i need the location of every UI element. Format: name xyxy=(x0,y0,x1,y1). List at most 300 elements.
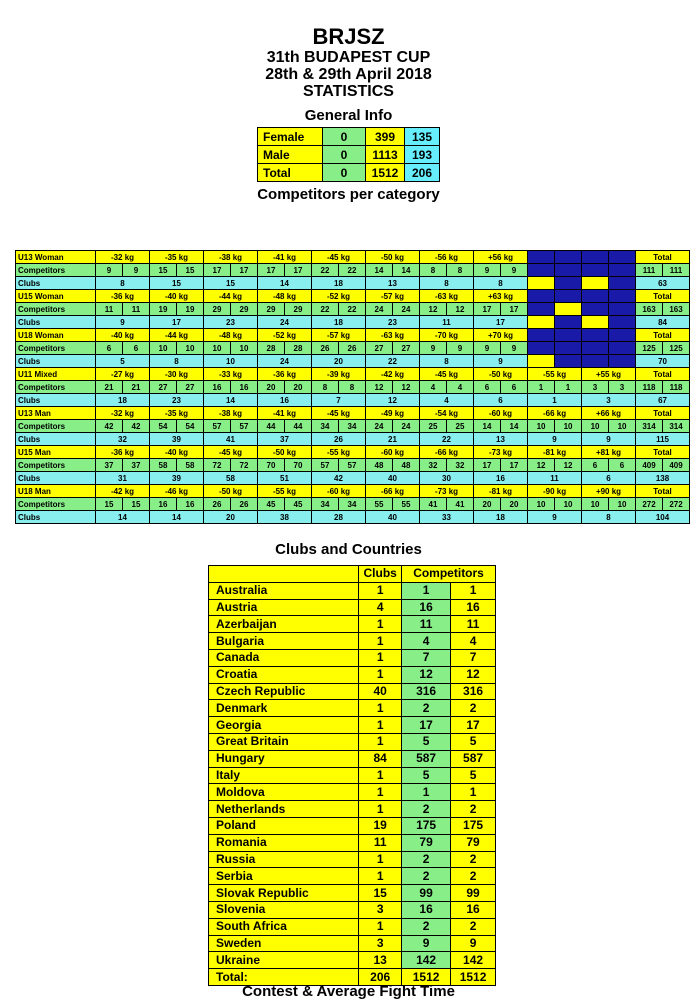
club-count: 8 xyxy=(420,277,474,290)
competitor-count: 34 xyxy=(339,498,366,511)
total-count: 111 xyxy=(636,264,663,277)
competitors-per-category-heading: Competitors per category xyxy=(257,186,440,203)
country-row xyxy=(209,616,496,633)
row-label: Clubs xyxy=(16,316,96,329)
club-count: 31 xyxy=(96,472,150,485)
club-count: 14 xyxy=(258,277,312,290)
weight-class: -35 kg xyxy=(150,251,204,264)
competitor-count: 20 xyxy=(285,381,312,394)
country-competitors: 2 xyxy=(402,801,451,818)
weight-class: -40 kg xyxy=(150,446,204,459)
country-competitors-total: 12 xyxy=(451,666,496,683)
competitor-count: 24 xyxy=(393,420,420,433)
filler-cell xyxy=(555,290,582,303)
competitor-count: 45 xyxy=(258,498,285,511)
competitor-count: 22 xyxy=(339,303,366,316)
competitor-count: 28 xyxy=(258,342,285,355)
weight-class: -60 kg xyxy=(474,407,528,420)
club-count: 26 xyxy=(312,433,366,446)
competitor-count: 37 xyxy=(96,459,123,472)
country-clubs: 84 xyxy=(359,750,402,767)
country-name: Netherlands xyxy=(209,801,359,818)
contest-fight-time-heading: Contest & Average Fight Time xyxy=(242,983,455,1000)
competitor-count: 14 xyxy=(474,420,501,433)
competitor-count: 1 xyxy=(528,381,555,394)
country-competitors: 7 xyxy=(402,649,451,666)
country-competitors: 4 xyxy=(402,633,451,650)
competitor-count: 25 xyxy=(447,420,474,433)
total-count: 314 xyxy=(663,420,690,433)
filler-cell xyxy=(555,316,582,329)
country-competitors-total: 1 xyxy=(451,582,496,599)
country-clubs: 1 xyxy=(359,666,402,683)
filler-cell xyxy=(528,264,555,277)
competitor-count: 48 xyxy=(393,459,420,472)
club-count: 3 xyxy=(582,394,636,407)
weight-class: -45 kg xyxy=(312,251,366,264)
club-count: 1 xyxy=(528,394,582,407)
general-info-table xyxy=(257,127,440,182)
competitor-count: 16 xyxy=(177,498,204,511)
weight-class: -48 kg xyxy=(204,329,258,342)
club-count: 39 xyxy=(150,472,204,485)
country-row xyxy=(209,733,496,750)
club-count: 15 xyxy=(204,277,258,290)
weight-class: +56 kg xyxy=(474,251,528,264)
competitor-count: 41 xyxy=(420,498,447,511)
club-count: 39 xyxy=(150,433,204,446)
filler-cell xyxy=(528,290,555,303)
weight-class: -60 kg xyxy=(312,485,366,498)
row-label: Competitors xyxy=(16,459,96,472)
weight-class: -66 kg xyxy=(366,485,420,498)
weight-class: -45 kg xyxy=(312,407,366,420)
club-count: 30 xyxy=(420,472,474,485)
weight-class: -32 kg xyxy=(96,251,150,264)
competitors-row xyxy=(16,381,690,394)
weight-class: -38 kg xyxy=(204,407,258,420)
competitor-count: 9 xyxy=(501,264,528,277)
filler-cell xyxy=(609,303,636,316)
club-count: 16 xyxy=(474,472,528,485)
filler-cell xyxy=(528,251,555,264)
competitors-row xyxy=(16,498,690,511)
club-count: 41 xyxy=(204,433,258,446)
total-clubs: 138 xyxy=(636,472,690,485)
competitors-row xyxy=(16,459,690,472)
weight-class: -36 kg xyxy=(96,446,150,459)
competitor-count: 16 xyxy=(204,381,231,394)
total-clubs: 206 xyxy=(359,969,402,986)
weight-class: +55 kg xyxy=(582,368,636,381)
competitor-count: 27 xyxy=(150,381,177,394)
country-clubs: 1 xyxy=(359,700,402,717)
competitor-count: 6 xyxy=(96,342,123,355)
weight-class: -50 kg xyxy=(204,485,258,498)
weight-class: -57 kg xyxy=(366,290,420,303)
total-count: 409 xyxy=(663,459,690,472)
competitor-count: 3 xyxy=(609,381,636,394)
category-header-row xyxy=(16,485,690,498)
weight-class: -39 kg xyxy=(312,368,366,381)
competitor-count: 37 xyxy=(123,459,150,472)
club-count: 14 xyxy=(204,394,258,407)
filler-cell xyxy=(609,277,636,290)
competitor-count: 17 xyxy=(501,459,528,472)
club-count: 24 xyxy=(258,316,312,329)
weight-class: -52 kg xyxy=(312,290,366,303)
country-competitors: 99 xyxy=(402,885,451,902)
country-row xyxy=(209,767,496,784)
country-competitors-total: 587 xyxy=(451,750,496,767)
competitor-count: 26 xyxy=(312,342,339,355)
country-competitors-total: 2 xyxy=(451,851,496,868)
competitors-row xyxy=(16,342,690,355)
competitor-count: 11 xyxy=(96,303,123,316)
competitor-count: 58 xyxy=(150,459,177,472)
competitor-count: 34 xyxy=(312,420,339,433)
country-competitors: 142 xyxy=(402,952,451,969)
club-count: 13 xyxy=(366,277,420,290)
competitor-count: 19 xyxy=(150,303,177,316)
competitor-count: 4 xyxy=(420,381,447,394)
weight-class: +70 kg xyxy=(474,329,528,342)
weight-class: -41 kg xyxy=(258,407,312,420)
competitor-count: 12 xyxy=(393,381,420,394)
country-competitors: 5 xyxy=(402,733,451,750)
filler-cell xyxy=(582,251,609,264)
country-name: Slovenia xyxy=(209,901,359,918)
clubs-row xyxy=(16,316,690,329)
country-name: Denmark xyxy=(209,700,359,717)
competitor-count: 10 xyxy=(177,342,204,355)
competitor-count: 10 xyxy=(528,420,555,433)
club-count: 32 xyxy=(96,433,150,446)
clubs-row xyxy=(16,472,690,485)
weight-class: -66 kg xyxy=(528,407,582,420)
competitor-count: 12 xyxy=(528,459,555,472)
country-competitors-total: 11 xyxy=(451,616,496,633)
competitor-count: 54 xyxy=(177,420,204,433)
club-count: 24 xyxy=(258,355,312,368)
clubs-row xyxy=(16,433,690,446)
country-competitors: 2 xyxy=(402,868,451,885)
country-competitors: 11 xyxy=(402,616,451,633)
general-value: 206 xyxy=(405,164,440,182)
weight-class: -40 kg xyxy=(150,290,204,303)
general-info-heading: General Info xyxy=(304,107,393,124)
general-value: 1113 xyxy=(366,146,405,164)
competitors-column-header: Competitors xyxy=(402,566,496,583)
competitor-count: 72 xyxy=(204,459,231,472)
total-count: 125 xyxy=(663,342,690,355)
total-count: 163 xyxy=(663,303,690,316)
country-competitors-total: 17 xyxy=(451,717,496,734)
competitor-count: 29 xyxy=(231,303,258,316)
filler-cell xyxy=(582,355,609,368)
total-competitors: 1512 xyxy=(451,969,496,986)
club-count: 40 xyxy=(366,511,420,524)
filler-cell xyxy=(555,251,582,264)
club-count: 9 xyxy=(582,433,636,446)
country-competitors: 79 xyxy=(402,834,451,851)
weight-class: -73 kg xyxy=(474,446,528,459)
total-clubs: 104 xyxy=(636,511,690,524)
weight-class: -66 kg xyxy=(420,446,474,459)
weight-class: -38 kg xyxy=(204,251,258,264)
country-clubs: 1 xyxy=(359,582,402,599)
total-count: 163 xyxy=(636,303,663,316)
weight-class: -54 kg xyxy=(420,407,474,420)
general-row xyxy=(258,146,440,164)
competitor-count: 45 xyxy=(285,498,312,511)
weight-class: -35 kg xyxy=(150,407,204,420)
competitor-count: 12 xyxy=(366,381,393,394)
competitor-count: 10 xyxy=(609,498,636,511)
row-label: Competitors xyxy=(16,342,96,355)
club-count: 17 xyxy=(150,316,204,329)
competitor-count: 3 xyxy=(582,381,609,394)
competitors-row xyxy=(16,264,690,277)
total-count: 272 xyxy=(663,498,690,511)
country-row xyxy=(209,666,496,683)
competitor-count: 55 xyxy=(366,498,393,511)
competitor-count: 10 xyxy=(582,498,609,511)
country-clubs: 1 xyxy=(359,851,402,868)
total-count: 118 xyxy=(663,381,690,394)
competitor-count: 20 xyxy=(258,381,285,394)
filler-cell xyxy=(555,329,582,342)
total-label: Total xyxy=(636,368,690,381)
competitor-count: 42 xyxy=(123,420,150,433)
club-count: 42 xyxy=(312,472,366,485)
country-competitors-total: 2 xyxy=(451,918,496,935)
competitor-count: 55 xyxy=(393,498,420,511)
competitor-count: 15 xyxy=(123,498,150,511)
competitor-count: 28 xyxy=(285,342,312,355)
category-name: U15 Man xyxy=(16,446,96,459)
country-row xyxy=(209,952,496,969)
total-label: Total xyxy=(636,485,690,498)
total-label: Total xyxy=(636,251,690,264)
country-competitors: 2 xyxy=(402,851,451,868)
competitor-count: 9 xyxy=(501,342,528,355)
country-name: Russia xyxy=(209,851,359,868)
row-label: Competitors xyxy=(16,420,96,433)
total-count: 118 xyxy=(636,381,663,394)
country-competitors-total: 1 xyxy=(451,784,496,801)
competitor-count: 6 xyxy=(609,459,636,472)
clubs-total-row xyxy=(209,969,496,986)
country-row xyxy=(209,633,496,650)
filler-cell xyxy=(609,264,636,277)
competitor-count: 19 xyxy=(177,303,204,316)
country-competitors: 316 xyxy=(402,683,451,700)
competitor-count: 11 xyxy=(123,303,150,316)
club-count: 7 xyxy=(312,394,366,407)
country-clubs: 3 xyxy=(359,935,402,952)
filler-cell xyxy=(555,355,582,368)
total-label: Total xyxy=(636,407,690,420)
general-value: 0 xyxy=(323,146,366,164)
total-competitors: 1512 xyxy=(402,969,451,986)
weight-class: -70 kg xyxy=(420,329,474,342)
competitor-count: 8 xyxy=(312,381,339,394)
club-count: 11 xyxy=(528,472,582,485)
country-clubs: 1 xyxy=(359,616,402,633)
club-count: 12 xyxy=(366,394,420,407)
weight-class: -36 kg xyxy=(96,290,150,303)
filler-cell xyxy=(582,342,609,355)
competitor-count: 32 xyxy=(447,459,474,472)
competitor-count: 9 xyxy=(447,342,474,355)
weight-class: +63 kg xyxy=(474,290,528,303)
competitor-count: 26 xyxy=(204,498,231,511)
club-count: 18 xyxy=(96,394,150,407)
club-count: 8 xyxy=(474,277,528,290)
weight-class: -42 kg xyxy=(366,368,420,381)
country-clubs: 1 xyxy=(359,801,402,818)
competitor-count: 57 xyxy=(339,459,366,472)
club-count: 8 xyxy=(420,355,474,368)
filler-cell xyxy=(528,355,555,368)
clubs-row xyxy=(16,277,690,290)
competitor-count: 29 xyxy=(258,303,285,316)
club-count: 51 xyxy=(258,472,312,485)
club-count: 6 xyxy=(582,472,636,485)
club-count: 5 xyxy=(96,355,150,368)
filler-cell xyxy=(528,316,555,329)
competitor-count: 12 xyxy=(420,303,447,316)
filler-cell xyxy=(582,329,609,342)
competitor-count: 8 xyxy=(420,264,447,277)
club-count: 9 xyxy=(528,433,582,446)
country-competitors-total: 7 xyxy=(451,649,496,666)
competitor-count: 48 xyxy=(366,459,393,472)
competitor-count: 10 xyxy=(150,342,177,355)
weight-class: +81 kg xyxy=(582,446,636,459)
competitor-count: 1 xyxy=(555,381,582,394)
country-competitors: 175 xyxy=(402,817,451,834)
country-row xyxy=(209,700,496,717)
country-name: Great Britain xyxy=(209,733,359,750)
competitor-count: 34 xyxy=(312,498,339,511)
country-clubs: 19 xyxy=(359,817,402,834)
weight-class: -30 kg xyxy=(150,368,204,381)
country-competitors-total: 16 xyxy=(451,599,496,616)
country-competitors-total: 316 xyxy=(451,683,496,700)
competitor-count: 57 xyxy=(231,420,258,433)
general-value: 0 xyxy=(323,164,366,182)
clubs-row xyxy=(16,394,690,407)
country-competitors: 1 xyxy=(402,582,451,599)
row-label: Clubs xyxy=(16,277,96,290)
club-count: 10 xyxy=(204,355,258,368)
club-count: 22 xyxy=(366,355,420,368)
country-competitors: 9 xyxy=(402,935,451,952)
weight-class: -44 kg xyxy=(150,329,204,342)
category-name: U18 Woman xyxy=(16,329,96,342)
club-count: 38 xyxy=(258,511,312,524)
competitors-row xyxy=(16,303,690,316)
country-row xyxy=(209,717,496,734)
country-row xyxy=(209,834,496,851)
club-count: 23 xyxy=(204,316,258,329)
country-competitors-total: 99 xyxy=(451,885,496,902)
weight-class: -73 kg xyxy=(420,485,474,498)
row-label: Clubs xyxy=(16,355,96,368)
competitor-count: 10 xyxy=(204,342,231,355)
competitor-count: 16 xyxy=(231,381,258,394)
country-clubs: 1 xyxy=(359,733,402,750)
competitor-count: 29 xyxy=(285,303,312,316)
category-header-row xyxy=(16,251,690,264)
weight-class: -48 kg xyxy=(258,290,312,303)
competitor-count: 17 xyxy=(474,459,501,472)
filler-cell xyxy=(555,342,582,355)
country-row xyxy=(209,801,496,818)
competitor-count: 24 xyxy=(393,303,420,316)
weight-class: -49 kg xyxy=(366,407,420,420)
weight-class: -45 kg xyxy=(204,446,258,459)
category-name: U13 Woman xyxy=(16,251,96,264)
competitor-count: 27 xyxy=(366,342,393,355)
country-clubs: 1 xyxy=(359,868,402,885)
competitor-count: 24 xyxy=(366,420,393,433)
country-name: Czech Republic xyxy=(209,683,359,700)
country-competitors: 16 xyxy=(402,901,451,918)
general-value: 399 xyxy=(366,128,405,146)
competitor-count: 22 xyxy=(339,264,366,277)
country-clubs: 4 xyxy=(359,599,402,616)
country-name: Romania xyxy=(209,834,359,851)
event-date: 28th & 29th April 2018 xyxy=(265,66,432,83)
competitor-count: 54 xyxy=(150,420,177,433)
total-clubs: 67 xyxy=(636,394,690,407)
competitor-count: 10 xyxy=(555,420,582,433)
category-name: U13 Man xyxy=(16,407,96,420)
competitor-count: 4 xyxy=(447,381,474,394)
competitor-count: 72 xyxy=(231,459,258,472)
competitor-count: 20 xyxy=(501,498,528,511)
country-name: Italy xyxy=(209,767,359,784)
category-name: U11 Mixed xyxy=(16,368,96,381)
filler-cell xyxy=(582,277,609,290)
competitor-count: 21 xyxy=(96,381,123,394)
country-competitors: 2 xyxy=(402,918,451,935)
country-name: Poland xyxy=(209,817,359,834)
filler-cell xyxy=(609,316,636,329)
weight-class: -33 kg xyxy=(204,368,258,381)
weight-class: -32 kg xyxy=(96,407,150,420)
country-clubs: 1 xyxy=(359,717,402,734)
country-name: Serbia xyxy=(209,868,359,885)
row-label: Competitors xyxy=(16,264,96,277)
weight-class: -57 kg xyxy=(312,329,366,342)
competitor-count: 9 xyxy=(96,264,123,277)
competitor-count: 16 xyxy=(150,498,177,511)
competitor-count: 70 xyxy=(258,459,285,472)
total-count: 314 xyxy=(636,420,663,433)
competitor-count: 15 xyxy=(177,264,204,277)
club-count: 9 xyxy=(528,511,582,524)
total-clubs: 70 xyxy=(636,355,690,368)
country-competitors: 12 xyxy=(402,666,451,683)
competitor-count: 70 xyxy=(285,459,312,472)
weight-class: +66 kg xyxy=(582,407,636,420)
total-clubs: 115 xyxy=(636,433,690,446)
country-name: Bulgaria xyxy=(209,633,359,650)
